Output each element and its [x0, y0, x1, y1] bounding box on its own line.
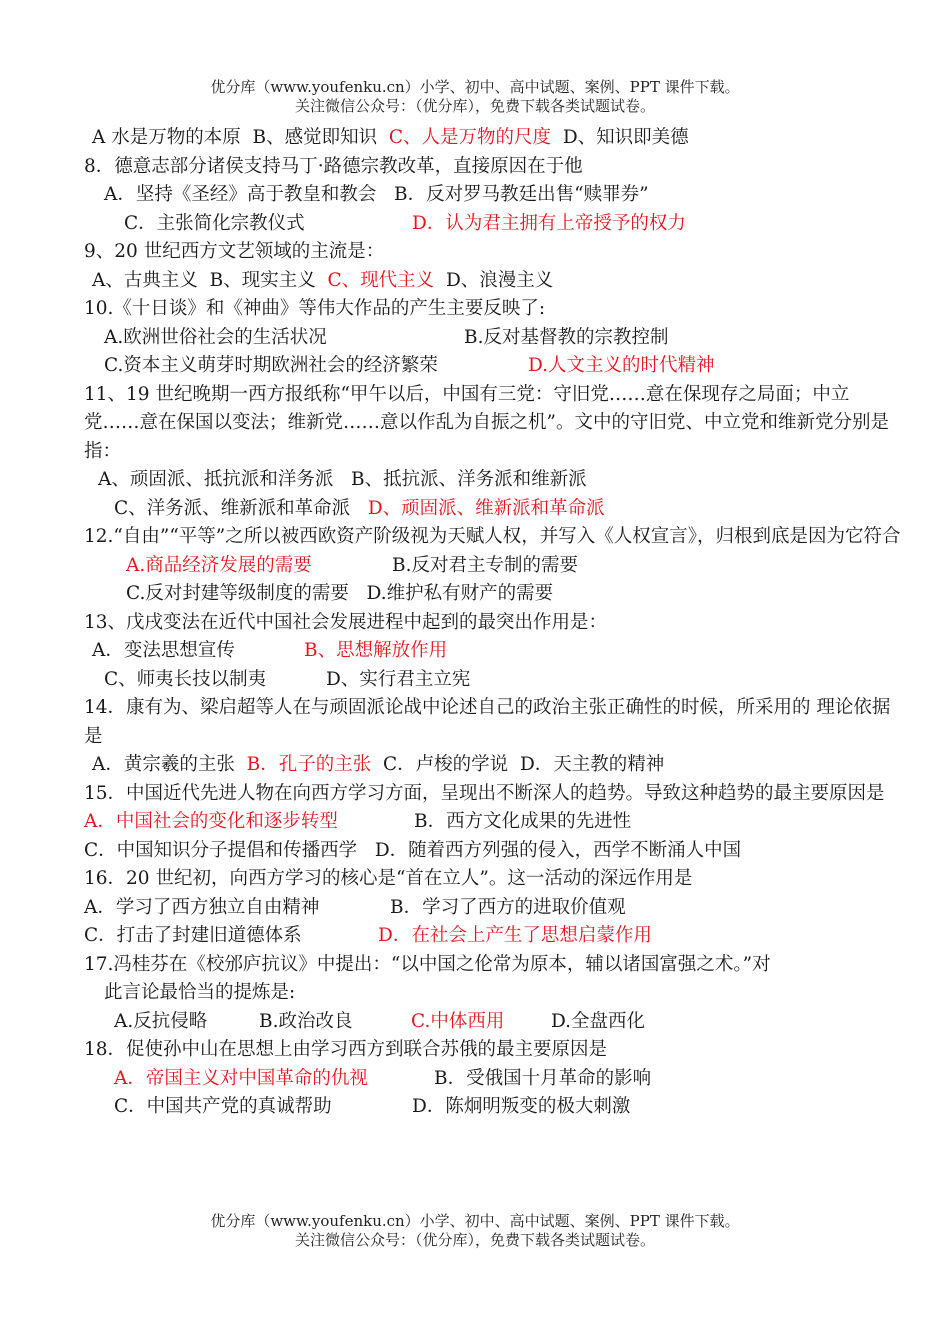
- q12-options-row-1: [84, 552, 904, 581]
- q18-options-row-1: [84, 1065, 904, 1094]
- q18-option-a-answer: A．帝国主义对中国革命的仇视: [114, 1067, 368, 1089]
- q15-option-c: C．中国知识分子提倡和传播西学: [84, 839, 358, 861]
- q16-option-c: C．打击了封建旧道德体系: [84, 925, 302, 946]
- page-footer: [0, 1212, 950, 1250]
- q9-options: [84, 267, 904, 296]
- q7-option-c-answer: C、人是万物的尺度: [388, 127, 552, 148]
- q15-stem: 15．中国近代先进人物在向西方学习方面，呈现出不断深人的趋势。导致这种趋势的最主要原因是: [84, 782, 885, 804]
- q17-options: [84, 1008, 904, 1037]
- q18-stem: 18．促使孙中山在思想上由学习西方到联合苏俄的最主要原因是: [84, 1039, 608, 1060]
- q8-option-c: C．主张简化宗教仪式: [124, 212, 305, 234]
- q11-option-c: C、洋务派、维新派和革命派: [114, 497, 351, 519]
- q8-option-a: A．坚持《圣经》高于教皇和教会: [104, 184, 377, 205]
- q8-stem: 8．德意志部分诸侯支持马丁·路德宗教改革，直接原因在于他: [84, 155, 583, 177]
- q13-option-b-answer: B、思想解放作用: [304, 640, 448, 661]
- q9-option-a: A、古典主义: [92, 269, 198, 291]
- q11-option-d-answer: D、顽固派、维新派和革命派: [367, 497, 605, 519]
- q12-option-d: D.维护私有财产的需要: [366, 583, 554, 604]
- q8-option-d-answer: D．认为君主拥有上帝授予的权力: [412, 212, 686, 234]
- q15-options-row-2: [84, 837, 904, 866]
- q11-stem: 11、19 世纪晚期一西方报纸称“甲午以后，中国有三党：守旧党……意在保现存之局面；中立党……意在保国以变法；维新党……意以作乱为自振之机”。文中的守旧党、中立党和维新党分别是指：: [84, 383, 889, 462]
- q9-option-c-answer: C、现代主义: [327, 269, 435, 291]
- q8-options-row-2: [84, 210, 904, 239]
- q8-option-b: B．反对罗马教廷出售“赎罪券”: [394, 184, 649, 205]
- q7-option-b: B、感觉即知识: [252, 127, 378, 148]
- q14-option-d: D．天主教的精神: [519, 754, 665, 775]
- q12-stem: 12.“自由”“平等”之所以被西欧资产阶级视为天赋人权，并写入《人权宣言》，归根到底是因为它符合: [84, 526, 901, 547]
- q9-option-b: B、现实主义: [209, 269, 316, 291]
- q11-options-row-2: [84, 495, 904, 524]
- q7-option-a: A 水是万物的本原: [92, 127, 241, 148]
- q12-option-a-answer: A.商品经济发展的需要: [126, 554, 312, 576]
- q14-options: [84, 751, 904, 780]
- q15-option-a-answer: A．中国社会的变化和逐步转型: [84, 811, 338, 832]
- q7-option-d: D、知识即美德: [562, 127, 689, 148]
- q18-option-b: B．受俄国十月革命的影响: [434, 1067, 652, 1089]
- q11-option-b: B、抵抗派、洋务派和维新派: [351, 469, 587, 490]
- header-line-2: 关注微信公众号：（优分库），免费下载各类试题试卷。: [294, 97, 655, 115]
- q15-option-d: D．随着西方列强的侵入，西学不断涌人中国: [374, 839, 742, 861]
- question-list: [84, 124, 904, 1122]
- q11-options-row-1: [84, 466, 904, 495]
- q10-options-row-2: [84, 352, 904, 381]
- q16-options-row-2: [84, 922, 904, 951]
- q18-options-row-2: [84, 1093, 904, 1122]
- q12-option-c: C.反对封建等级制度的需要: [126, 583, 349, 604]
- q17-option-a: A.反抗侵略: [114, 1010, 208, 1032]
- q8-options-row-1: [84, 181, 904, 210]
- q10-option-a: A.欧洲世俗社会的生活状况: [104, 326, 327, 348]
- q12-option-b: B.反对君主专制的需要: [392, 554, 578, 576]
- q10-option-b: B.反对基督教的宗教控制: [464, 326, 669, 348]
- q17-option-d: D.全盘西化: [551, 1010, 646, 1032]
- q16-stem: 16．20 世纪初，向西方学习的核心是“首在立人”。这一活动的深远作用是: [84, 868, 693, 889]
- q13-stem: 13、戊戌变法在近代中国社会发展进程中起到的最突出作用是：: [84, 611, 608, 633]
- footer-line-1: 优分库（www.youfenku.cn）小学、初中、高中试题、案例、PPT 课件下载。: [210, 1212, 740, 1230]
- footer-line-2: 关注微信公众号：（优分库），免费下载各类试题试卷。: [294, 1231, 655, 1249]
- q14-option-b-answer: B．孔子的主张: [246, 754, 372, 775]
- q9-stem: 9、20 世纪西方文艺领域的主流是：: [84, 241, 385, 262]
- q12-options-row-2: [84, 580, 904, 609]
- q16-option-b: B．学习了西方的进取价值观: [390, 896, 626, 918]
- q10-options-row-1: [84, 324, 904, 353]
- q18-option-d: D．陈炯明叛变的极大刺激: [412, 1096, 631, 1117]
- q18-option-c: C．中国共产党的真诚帮助: [114, 1096, 332, 1117]
- q11-option-a: A、顽固派、抵抗派和洋务派: [98, 469, 334, 490]
- q9-option-d: D、浪漫主义: [445, 269, 554, 291]
- q16-options-row-1: [84, 894, 904, 923]
- q7-options: [84, 124, 904, 153]
- q15-option-b: B．西方文化成果的先进性: [414, 811, 632, 832]
- q14-stem: 14．康有为、梁启超等人在与顽固派论战中论述自己的政治主张正确性的时候，所采用的 理论依据是: [84, 697, 891, 747]
- q16-option-d-answer: D．在社会上产生了思想启蒙作用: [378, 925, 652, 946]
- q10-option-c: C.资本主义萌芽时期欧洲社会的经济繁荣: [104, 355, 438, 376]
- header-line-1: 优分库（www.youfenku.cn）小学、初中、高中试题、案例、PPT 课件下载。: [210, 78, 740, 96]
- q14-option-a: A．黄宗羲的主张: [92, 754, 235, 775]
- page-header: [0, 78, 950, 116]
- q15-options-row-1: [84, 808, 904, 837]
- q13-option-d: D、实行君主立宪: [326, 668, 471, 690]
- q13-option-c: C、师夷长技以制夷: [104, 668, 267, 690]
- q10-option-d-answer: D.人文主义的时代精神: [528, 355, 715, 376]
- q17-option-c-answer: C.中体西用: [411, 1010, 505, 1032]
- q10-stem: 10.《十日谈》和《神曲》等伟大作品的产生主要反映了:: [84, 298, 546, 319]
- q16-option-a: A．学习了西方独立自由精神: [84, 896, 320, 918]
- q13-option-a: A．变法思想宣传: [92, 640, 235, 661]
- q13-options-row-1: [84, 637, 904, 666]
- q17-stem-line-2: 此言论最恰当的提炼是:: [104, 982, 296, 1003]
- q17-stem-line-1: 17.冯桂芬在《校邠庐抗议》中提出：“以中国之伦常为原本，辅以诸国富强之术。”对: [84, 953, 771, 975]
- q13-options-row-2: [84, 666, 904, 695]
- q17-option-b: B.政治改良: [259, 1010, 353, 1032]
- q14-option-c: C．卢梭的学说: [383, 754, 509, 775]
